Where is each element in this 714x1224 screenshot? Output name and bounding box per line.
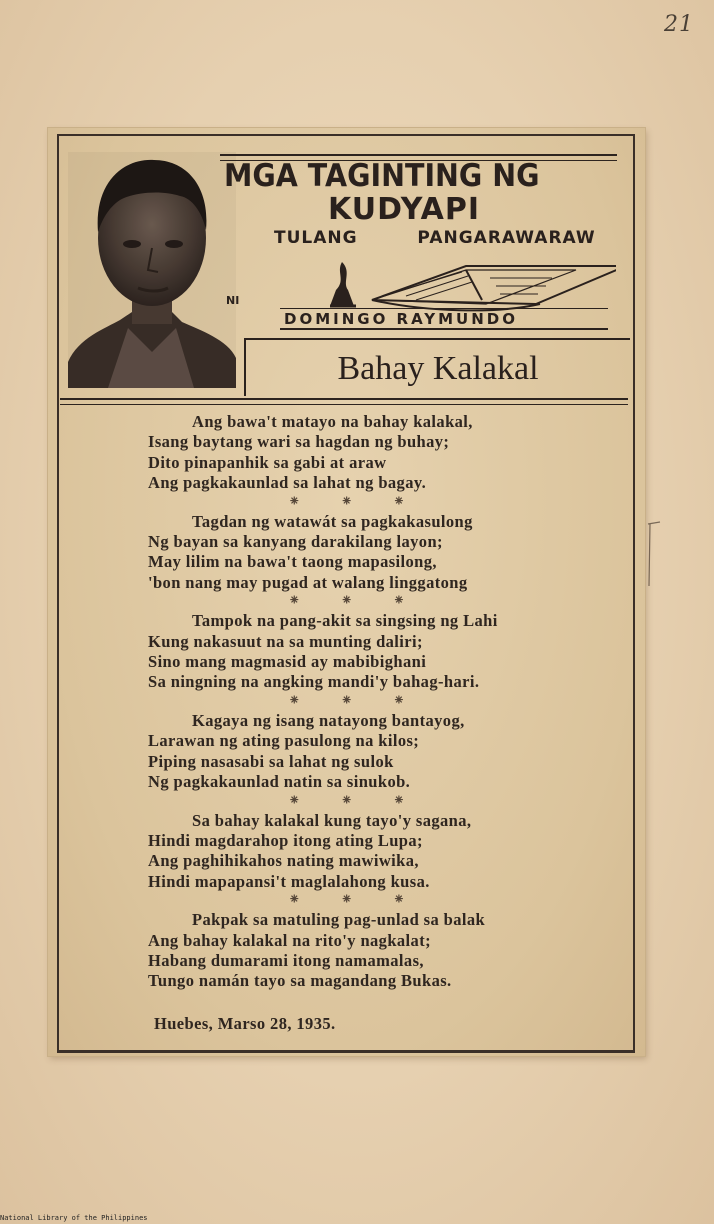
poem-line: Pakpak sa matuling pag-unlad sa balak	[192, 910, 486, 930]
byline-prefix: NI	[226, 294, 240, 307]
poem-line: Tampok na pang-akit sa singsing ng Lahi	[192, 611, 498, 631]
poem-line: Ng pagkakaunlad natin sa sinukob.	[148, 772, 411, 792]
poem-line: Piping nasasabi sa lahat ng sulok	[148, 751, 394, 771]
stanza-3	[148, 611, 628, 693]
poem-line: Isang baytang wari sa hagdan ng buhay;	[148, 432, 450, 452]
poem-line: Hindi magdarahop itong ating Lupa;	[148, 830, 423, 850]
poem-line: Tungo namán tayo sa magandang Bukas.	[148, 971, 452, 991]
stanza-separator: ⁕ ⁕ ⁕	[288, 892, 424, 909]
poem-line: Ang paghihikahos nating mawiwika,	[148, 851, 419, 871]
poem-line: Ang bahay kalakal na rito'y nagkalat;	[148, 930, 431, 950]
page-number: 21	[664, 12, 694, 37]
stanza-separator: ⁕ ⁕ ⁕	[288, 493, 424, 510]
poem-line: Dito pinapanhik sa gabi at araw	[148, 452, 387, 472]
poem-line: Hindi mapapansi't maglalahong kusa.	[148, 871, 430, 891]
poem-line: Tagdan ng watawát sa pagkakasulong	[192, 511, 473, 531]
stanza-5	[148, 811, 628, 893]
poem-body	[148, 412, 628, 992]
title-rule	[60, 398, 628, 405]
poem-title-box	[244, 338, 630, 396]
dateline: Huebes, Marso 28, 1935.	[154, 1014, 336, 1033]
stanza-6	[148, 910, 628, 992]
poem-line: Kagaya ng isang natayong bantayog,	[192, 710, 465, 730]
stanza-separator: ⁕ ⁕ ⁕	[288, 692, 424, 709]
stanza-1	[148, 412, 628, 494]
poem-title: Bahay Kalakal	[337, 350, 539, 387]
stanza-separator: ⁕ ⁕ ⁕	[288, 593, 424, 610]
poem-line: Sa ningning na angking mandi'y bahag-hari.	[148, 672, 480, 692]
poem-line: Kung nakasuut na sa munting daliri;	[148, 631, 423, 651]
library-credit: National Library of the Philippines	[0, 1214, 148, 1222]
poem-line: Ang pagkakaunlad sa lahat ng bagay.	[148, 473, 427, 493]
poem-line: Larawan ng ating pasulong na kilos;	[148, 731, 420, 751]
poem-line: Sa bahay kalakal kung tayo'y sagana,	[192, 810, 472, 830]
poem-line: May lilim na bawa't taong mapasilong,	[148, 552, 437, 572]
stanza-separator: ⁕ ⁕ ⁕	[288, 792, 424, 809]
poem-line: Habang dumarami itong namamalas,	[148, 950, 424, 970]
subtitle-left: TULANG	[274, 228, 358, 248]
stanza-2	[148, 512, 628, 594]
poem-line: Ang bawa't matayo na bahay kalakal,	[192, 412, 473, 431]
newspaper-clipping	[48, 128, 645, 1056]
subtitle-right: PANGARAWARAW	[417, 228, 596, 248]
author-name: DOMINGO RAYMUNDO	[280, 308, 608, 330]
series-title-line-2: KUDYAPI	[328, 192, 481, 227]
poem-line: Ng bayan sa kanyang darakilang layon;	[148, 532, 443, 552]
stanza-4	[148, 711, 628, 793]
series-title: MGA TAGINTING NG	[224, 158, 540, 194]
poem-line: Sino mang magmasid ay mabibighani	[148, 652, 427, 672]
poem-line: 'bon nang may pugad at walang linggatong	[148, 572, 468, 592]
author-portrait	[68, 152, 236, 388]
paper-tab-mark	[646, 520, 666, 590]
